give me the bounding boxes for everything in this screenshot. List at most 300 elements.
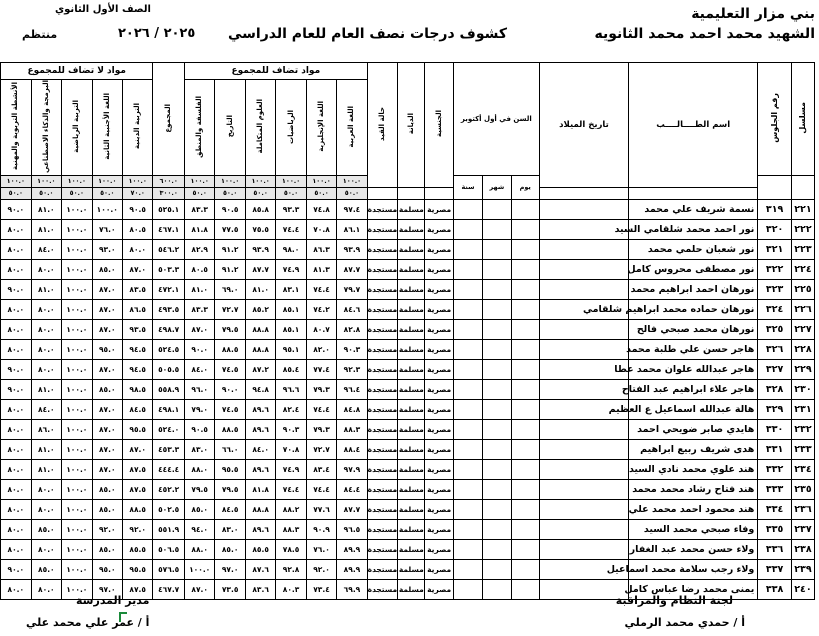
total-cell: ٤٦٧.١ xyxy=(153,219,185,239)
total-cell: ٥٢٤.٥ xyxy=(153,339,185,359)
year-cell xyxy=(453,399,482,419)
mark-cell: ٧٦.٠ xyxy=(92,219,122,239)
min-mark: ٥٠.٠ xyxy=(184,187,215,199)
serial-cell: ٢٣٠ xyxy=(791,379,814,399)
status-cell: مستجدة xyxy=(367,419,397,439)
serial-cell: ٢٣٦ xyxy=(791,499,814,519)
total-cell: ٥٠٦.٥ xyxy=(153,539,185,559)
table-row xyxy=(1,279,815,299)
academic-year: ٢٠٢٥ / ٢٠٢٦ xyxy=(118,26,196,41)
religion-cell: مسلمة xyxy=(398,299,425,319)
status-cell: مستجدة xyxy=(367,319,397,339)
mark-cell: ١٠٠.٠ xyxy=(62,199,92,219)
mark-cell: ٩٤.٠ xyxy=(184,519,215,539)
nationality-cell: مصرية xyxy=(425,299,453,319)
status-cell: مستجدة xyxy=(367,559,397,579)
mark-cell: ٨٣.٣ xyxy=(184,199,215,219)
col-age-header: السن في أول أكتوبر xyxy=(453,63,539,176)
mark-cell: ٩٧.٠ xyxy=(215,559,245,579)
total-cell: ٤٤٤.٤ xyxy=(153,459,185,479)
table-row xyxy=(1,459,815,479)
mark-cell: ٩٢.٠ xyxy=(92,519,122,539)
mark-cell: ٨٨.٥ xyxy=(122,499,152,519)
status-cell: مستجدة xyxy=(367,239,397,259)
year-cell xyxy=(453,239,482,259)
study-system: منتظم xyxy=(22,28,58,41)
seat-number-cell: ٣١٩ xyxy=(758,199,792,219)
serial-cell: ٢٣٨ xyxy=(791,539,814,559)
status-cell: مستجدة xyxy=(367,379,397,399)
mark-cell: ٩٠.٠ xyxy=(1,359,32,379)
mark-cell: ٨٨.٨ xyxy=(245,339,275,359)
total-cell: ٤٩٨.٧ xyxy=(153,319,185,339)
mark-cell: ٨٧.٠ xyxy=(122,259,152,279)
col-nationality: الجنسية xyxy=(425,63,453,188)
mark-cell: ٨٨.٥ xyxy=(215,339,245,359)
birthdate-cell xyxy=(539,519,628,539)
table-row xyxy=(1,419,815,439)
mark-cell: ٨٧.٠ xyxy=(92,459,122,479)
serial-cell: ٢٣٣ xyxy=(791,439,814,459)
total-cell: ٥٠٥.٥ xyxy=(153,359,185,379)
max-mark: ١٠٠.٠ xyxy=(31,175,61,187)
mark-cell: ٨٥.٠ xyxy=(31,519,61,539)
nationality-cell: مصرية xyxy=(425,319,453,339)
mark-cell: ٨٠.٧ xyxy=(306,319,336,339)
mark-cell: ١٠٠.٠ xyxy=(62,399,92,419)
serial-cell: ٢٢٩ xyxy=(791,359,814,379)
status-cell: مستجدة xyxy=(367,299,397,319)
serial-cell: ٢٣٥ xyxy=(791,479,814,499)
nationality-cell: مصرية xyxy=(425,379,453,399)
religion-cell: مسلمة xyxy=(398,279,425,299)
total-cell: ٥٧٦.٥ xyxy=(153,559,185,579)
status-cell: مستجدة xyxy=(367,399,397,419)
mark-cell: ٨٤.٥ xyxy=(122,399,152,419)
religion-cell: مسلمة xyxy=(398,559,425,579)
mark-cell: ٨٠.٠ xyxy=(1,479,32,499)
religion-cell: مسلمة xyxy=(398,359,425,379)
birthdate-cell xyxy=(539,379,628,399)
mark-cell: ٧٩.٥ xyxy=(184,479,215,499)
table-row xyxy=(1,499,815,519)
mark-cell: ٨١.٣ xyxy=(306,259,336,279)
birthdate-cell xyxy=(539,479,628,499)
mark-cell: ٨٠.٠ xyxy=(1,319,32,339)
col-student-name: اسم الطــــالــــب xyxy=(629,63,758,188)
mark-cell: ١٠٠.٠ xyxy=(62,499,92,519)
mark-cell: ٨٠.٠ xyxy=(31,539,61,559)
mark-cell: ٨٢.٩ xyxy=(184,239,215,259)
mark-cell: ٩٤.٥ xyxy=(122,359,152,379)
mark-cell: ٨٩.٦ xyxy=(245,399,275,419)
student-name-cell: نورهان احمد ابراهيم محمد xyxy=(629,279,758,299)
mark-cell: ٨٩.٩ xyxy=(337,539,367,559)
year-cell xyxy=(453,579,482,599)
year-cell xyxy=(453,479,482,499)
mark-cell: ٨٠.٠ xyxy=(1,299,32,319)
mark-cell: ٨٠.٠ xyxy=(1,259,32,279)
table-row xyxy=(1,219,815,239)
day-cell xyxy=(511,359,539,379)
mark-cell: ١٠٠.٠ xyxy=(62,239,92,259)
serial-cell: ٢٢٣ xyxy=(791,239,814,259)
mark-cell: ٧٠.٨ xyxy=(306,219,336,239)
nationality-cell: مصرية xyxy=(425,239,453,259)
religion-cell: مسلمة xyxy=(398,239,425,259)
mark-cell: ٨٧.٧ xyxy=(337,259,367,279)
min-mark: ٥٠.٠ xyxy=(62,187,92,199)
month-cell xyxy=(483,219,511,239)
nationality-cell: مصرية xyxy=(425,199,453,219)
mark-cell: ٨٨.٣ xyxy=(276,519,306,539)
religion-cell: مسلمة xyxy=(398,419,425,439)
mark-cell: ٨٧.٠ xyxy=(92,419,122,439)
month-cell xyxy=(483,239,511,259)
max-mark: ١٠٠.٠ xyxy=(306,175,336,187)
min-marks-row xyxy=(1,187,815,199)
seat-number-cell: ٣٣٦ xyxy=(758,539,792,559)
birthdate-cell xyxy=(539,319,628,339)
mark-cell: ٨٨.٨ xyxy=(245,499,275,519)
mark-cell: ٨٣.٤ xyxy=(306,459,336,479)
mark-cell: ٨٠.٠ xyxy=(1,399,32,419)
mark-cell: ٩٧.٤ xyxy=(337,199,367,219)
student-name-cell: يمنى محمد رضا عباس كامل xyxy=(629,579,758,599)
mark-cell: ٩٥.٥ xyxy=(215,459,245,479)
col-programming-ai: البرمجة والذكاء الاصطناعي xyxy=(31,80,61,176)
mark-cell: ٨٨.٣ xyxy=(337,419,367,439)
mark-cell: ٩٧.٠ xyxy=(92,579,122,599)
mark-cell: ٨٤.٠ xyxy=(31,239,61,259)
year-cell xyxy=(453,379,482,399)
mark-cell: ٨٤.٠ xyxy=(245,439,275,459)
year-cell xyxy=(453,259,482,279)
mark-cell: ٩٢.٣ xyxy=(337,359,367,379)
mark-cell: ٨٧.٠ xyxy=(92,299,122,319)
max-mark: ١٠٠.٠ xyxy=(276,175,306,187)
year-cell xyxy=(453,539,482,559)
day-cell xyxy=(511,539,539,559)
mark-cell: ٨٥.٠ xyxy=(92,479,122,499)
mark-cell: ٧٤.٤ xyxy=(276,479,306,499)
nationality-cell: مصرية xyxy=(425,359,453,379)
mark-cell: ٨٥.١ xyxy=(276,299,306,319)
mark-cell: ٨٠.٠ xyxy=(31,499,61,519)
mark-cell: ٧٤.٩ xyxy=(276,259,306,279)
nationality-cell: مصرية xyxy=(425,279,453,299)
col-arabic: اللغة العربية xyxy=(337,80,367,176)
seat-number-cell: ٣٣٢ xyxy=(758,459,792,479)
serial-cell: ٢٢٥ xyxy=(791,279,814,299)
serial-cell: ٢٢٤ xyxy=(791,259,814,279)
student-name-cell: هاجر حسن علي طلبة محمد xyxy=(629,339,758,359)
max-mark: ١٠٠.٠ xyxy=(1,175,32,187)
mark-cell: ٨٠.٠ xyxy=(1,239,32,259)
student-name-cell: هاجر علاء ابراهيم عبد الفتاح xyxy=(629,379,758,399)
min-total: ٣٠٠.٠ xyxy=(153,187,185,199)
mark-cell: ٩٧.٩ xyxy=(337,459,367,479)
mark-cell: ٩٠.٥ xyxy=(184,419,215,439)
min-mark: ٥٠.٠ xyxy=(245,187,275,199)
mark-cell: ٨٤.٦ xyxy=(337,299,367,319)
col-seat-number: رقم الجلوس xyxy=(758,63,792,176)
max-mark: ١٠٠.٠ xyxy=(122,175,152,187)
table-row xyxy=(1,359,815,379)
nationality-cell: مصرية xyxy=(425,519,453,539)
mark-cell: ٩٠.٠ xyxy=(184,339,215,359)
mark-cell: ٨٧.٧ xyxy=(337,499,367,519)
religion-cell: مسلمة xyxy=(398,519,425,539)
mark-cell: ١٠٠.٠ xyxy=(62,359,92,379)
birthdate-cell xyxy=(539,239,628,259)
mark-cell: ٨٢.٤ xyxy=(276,399,306,419)
total-cell: ٥٥١.٩ xyxy=(153,519,185,539)
student-name-cell: ولاء رجب سلامة محمد اسماعيل xyxy=(629,559,758,579)
mark-cell: ٧٩.٥ xyxy=(215,319,245,339)
status-cell: مستجدة xyxy=(367,259,397,279)
status-cell: مستجدة xyxy=(367,339,397,359)
mark-cell: ٨١.٠ xyxy=(31,379,61,399)
min-mark: ٥٠.٠ xyxy=(306,187,336,199)
mark-cell: ٩٠.٠ xyxy=(1,279,32,299)
mark-cell: ٨٧.٧ xyxy=(245,259,275,279)
table-row xyxy=(1,319,815,339)
mark-cell: ٧٤.٨ xyxy=(306,199,336,219)
principal-title: مدير المدرسة xyxy=(76,594,150,607)
mark-cell: ٨١.٠ xyxy=(184,279,215,299)
status-cell: مستجدة xyxy=(367,479,397,499)
total-cell: ٤٥٢.٢ xyxy=(153,479,185,499)
min-mark: ٥٠.٠ xyxy=(215,187,245,199)
mark-cell: ٧٧.٤ xyxy=(306,359,336,379)
mark-cell: ٨٩.٦ xyxy=(245,419,275,439)
day-cell xyxy=(511,519,539,539)
total-cell: ٥٠٣.٣ xyxy=(153,259,185,279)
student-name-cell: هند فتاح رشاد محمد محمد xyxy=(629,479,758,499)
month-cell xyxy=(483,299,511,319)
month-cell xyxy=(483,399,511,419)
mark-cell: ٩٠.٠ xyxy=(1,199,32,219)
total-cell: ٤٧٢.١ xyxy=(153,279,185,299)
seat-number-cell: ٣٣٨ xyxy=(758,579,792,599)
table-row xyxy=(1,259,815,279)
total-cell: ٥٢٥.١ xyxy=(153,199,185,219)
month-cell xyxy=(483,419,511,439)
seat-number-cell: ٣٢٠ xyxy=(758,219,792,239)
col-religious-ed: التربية الدينية xyxy=(122,80,152,176)
status-cell: مستجدة xyxy=(367,499,397,519)
mark-cell: ٨٨.٢ xyxy=(276,499,306,519)
status-cell: مستجدة xyxy=(367,199,397,219)
committee-label: لجنة النظام والمراقبة xyxy=(615,594,733,607)
col-birthdate: تاريخ الميلاد xyxy=(539,63,628,188)
mark-cell: ٨٥.٤ xyxy=(276,359,306,379)
mark-cell: ٧٤.٤ xyxy=(306,279,336,299)
nationality-cell: مصرية xyxy=(425,219,453,239)
mark-cell: ٦٩.٠ xyxy=(215,279,245,299)
religion-spacer xyxy=(398,187,425,199)
religion-cell: مسلمة xyxy=(398,499,425,519)
student-name-cell: نورهان محمد صبحي فالح xyxy=(629,319,758,339)
mark-cell: ٩٥.٥ xyxy=(122,559,152,579)
mark-cell: ٧٢.٧ xyxy=(306,439,336,459)
day-cell xyxy=(511,459,539,479)
serial-cell: ٢٣٢ xyxy=(791,419,814,439)
mark-cell: ٧٤.٩ xyxy=(276,459,306,479)
table-row xyxy=(1,519,815,539)
mark-cell: ٨١.٠ xyxy=(245,279,275,299)
administration-name: بني مزار التعليمية xyxy=(691,6,815,22)
mark-cell: ٩٥.٥ xyxy=(122,419,152,439)
month-cell xyxy=(483,199,511,219)
status-cell: مستجدة xyxy=(367,519,397,539)
mark-cell: ٨٩.٦ xyxy=(245,459,275,479)
mark-cell: ٨٩.٩ xyxy=(337,559,367,579)
year-cell xyxy=(453,219,482,239)
mark-cell: ٨٣.٠ xyxy=(215,519,245,539)
table-row xyxy=(1,199,815,219)
student-name-cell: نور مصطفى محروس كامل xyxy=(629,259,758,279)
serial-cell: ٢٣١ xyxy=(791,399,814,419)
nationality-cell: مصرية xyxy=(425,479,453,499)
mark-cell: ٩٤.٨ xyxy=(245,379,275,399)
day-cell xyxy=(511,399,539,419)
mark-cell: ٨٠.٠ xyxy=(1,419,32,439)
seat-number-cell: ٣٢٧ xyxy=(758,359,792,379)
name-spacer xyxy=(629,187,758,199)
mark-cell: ٩٣.٥ xyxy=(122,319,152,339)
serial-cell: ٢٢٦ xyxy=(791,299,814,319)
mark-cell: ١٠٠.٠ xyxy=(62,559,92,579)
principal-name: أ / عمر علي محمد علي xyxy=(26,616,150,629)
col-history: التاريخ xyxy=(215,80,245,176)
religion-cell: مسلمة xyxy=(398,319,425,339)
seat-number-cell: ٣٣٣ xyxy=(758,479,792,499)
month-cell xyxy=(483,279,511,299)
mark-cell: ٩٦.٠ xyxy=(184,379,215,399)
mark-cell: ٧٩.٣ xyxy=(306,419,336,439)
birthdate-cell xyxy=(539,459,628,479)
religion-cell: مسلمة xyxy=(398,399,425,419)
min-mark: ٥٠.٠ xyxy=(1,187,32,199)
table-row xyxy=(1,479,815,499)
mark-cell: ٨٥.٠ xyxy=(31,559,61,579)
seat-number-cell: ٣٢١ xyxy=(758,239,792,259)
min-mark: ٧٠.٠ xyxy=(122,187,152,199)
mark-cell: ٨٤.٠ xyxy=(184,359,215,379)
mark-cell: ٨٢.٨ xyxy=(337,319,367,339)
mark-cell: ٨٥.٢ xyxy=(245,299,275,319)
mark-cell: ٩٠.٣ xyxy=(276,419,306,439)
table-row xyxy=(1,239,815,259)
col-year: سنة xyxy=(453,175,482,199)
year-cell xyxy=(453,199,482,219)
mark-cell: ٨١.٠ xyxy=(31,459,61,479)
max-total: ٦٠٠.٠ xyxy=(153,175,185,187)
mark-cell: ١٠٠.٠ xyxy=(62,279,92,299)
status-cell: مستجدة xyxy=(367,279,397,299)
seat-number-cell: ٣٢٦ xyxy=(758,339,792,359)
mark-cell: ٧٩.٧ xyxy=(337,279,367,299)
nationality-spacer xyxy=(425,187,453,199)
mark-cell: ٨٥.٨ xyxy=(245,199,275,219)
mark-cell: ٧٩.٠ xyxy=(184,399,215,419)
year-cell xyxy=(453,299,482,319)
day-cell xyxy=(511,559,539,579)
nationality-cell: مصرية xyxy=(425,399,453,419)
mark-cell: ٩٣.٩ xyxy=(245,239,275,259)
mark-cell: ٩٥.٠ xyxy=(92,559,122,579)
total-cell: ٥٤٦.٢ xyxy=(153,239,185,259)
mark-cell: ٨٥.٠ xyxy=(92,499,122,519)
day-cell xyxy=(511,259,539,279)
mark-cell: ٨٥.١ xyxy=(276,319,306,339)
student-name-cell: هدى شريف ربيع ابراهيم xyxy=(629,439,758,459)
status-cell: مستجدة xyxy=(367,579,397,599)
table-row xyxy=(1,539,815,559)
birthdate-cell xyxy=(539,199,628,219)
mark-cell: ٨٧.٦ xyxy=(245,559,275,579)
mark-cell: ٩٤.٥ xyxy=(122,339,152,359)
religion-cell: مسلمة xyxy=(398,199,425,219)
col-status: حالة القيد xyxy=(367,63,397,188)
mark-cell: ٧٧.٥ xyxy=(215,219,245,239)
nationality-cell: مصرية xyxy=(425,439,453,459)
mark-cell: ١٠٠.٠ xyxy=(92,199,122,219)
mark-cell: ٩٨.٥ xyxy=(122,379,152,399)
day-cell xyxy=(511,419,539,439)
mark-cell: ٨٨.٤ xyxy=(337,439,367,459)
mark-cell: ١٠٠.٠ xyxy=(62,419,92,439)
serial-cell: ٢٣٤ xyxy=(791,459,814,479)
total-cell: ٤٩٣.٥ xyxy=(153,299,185,319)
day-cell xyxy=(511,239,539,259)
mark-cell: ٧٩.٣ xyxy=(306,379,336,399)
mark-cell: ٧٩.٥ xyxy=(215,479,245,499)
student-name-cell: هاجر عبدالله علوان محمد عطا xyxy=(629,359,758,379)
col-total: المجموع xyxy=(153,63,185,176)
serial-cell: ٢٣٧ xyxy=(791,519,814,539)
mark-cell: ٨٠.٠ xyxy=(31,339,61,359)
mark-cell: ٩١.٢ xyxy=(215,239,245,259)
seat-number-cell: ٣٣٠ xyxy=(758,419,792,439)
month-cell xyxy=(483,479,511,499)
mark-cell: ٧٤.٤ xyxy=(276,219,306,239)
nationality-cell: مصرية xyxy=(425,259,453,279)
nationality-cell: مصرية xyxy=(425,579,453,599)
mark-cell: ٩٦.٤ xyxy=(337,379,367,399)
mark-cell: ٨٣.٣ xyxy=(184,299,215,319)
student-name-cell: هايدي صابر ضويحي احمد xyxy=(629,419,758,439)
nationality-cell: مصرية xyxy=(425,559,453,579)
mark-cell: ٨٨.٠ xyxy=(184,459,215,479)
mark-cell: ٨٧.٠ xyxy=(92,359,122,379)
mark-cell: ٨٥.٠ xyxy=(215,539,245,559)
mark-cell: ٨٥.٥ xyxy=(122,539,152,559)
mark-cell: ٧٢.٧ xyxy=(215,299,245,319)
mark-cell: ٩٥.٠ xyxy=(92,339,122,359)
max-mark: ١٠٠.٠ xyxy=(62,175,92,187)
day-cell xyxy=(511,439,539,459)
month-cell xyxy=(483,519,511,539)
mark-cell: ٧٣.٥ xyxy=(215,579,245,599)
col-math: الرياضيات xyxy=(276,80,306,176)
mark-cell: ٨٠.٠ xyxy=(31,359,61,379)
mark-cell: ٨٠.٠ xyxy=(1,439,32,459)
mark-cell: ٨٧.٠ xyxy=(92,399,122,419)
month-cell xyxy=(483,499,511,519)
